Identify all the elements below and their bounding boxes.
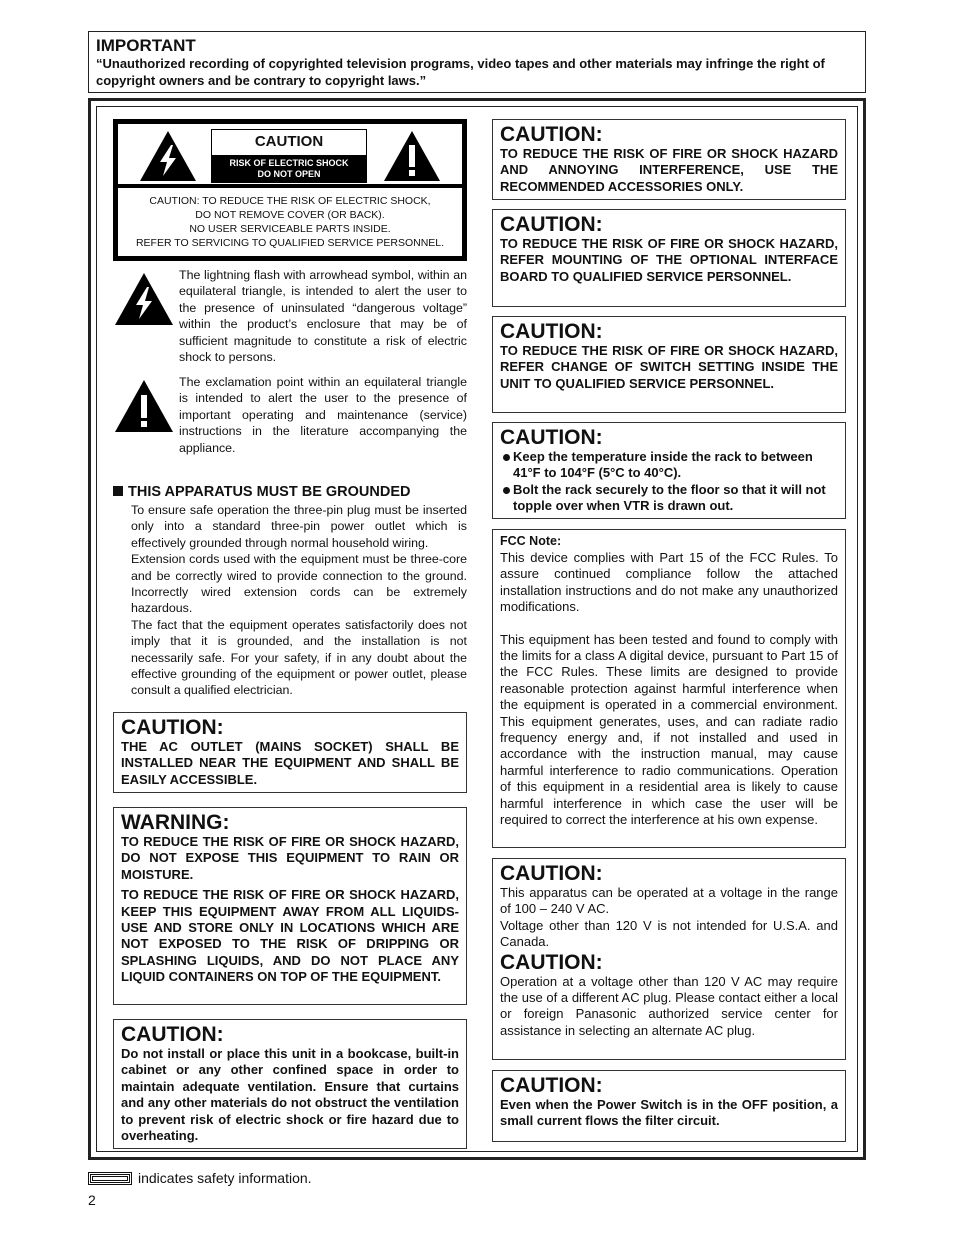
accessories-caution-text: TO REDUCE THE RISK OF FIRE OR SHOCK HAZARD AND ANNOYING INTERFERENCE, USE THE RECOMMENDED ACCESSORIES ONLY. xyxy=(500,146,838,194)
lightning-triangle-icon xyxy=(138,129,198,183)
label-top xyxy=(118,124,462,188)
warning-box xyxy=(113,807,467,1005)
label-risk-line2: DO NOT OPEN xyxy=(257,169,321,179)
board-caution-text: TO REDUCE THE RISK OF FIRE OR SHOCK HAZARD, REFER MOUNTING OF THE OPTIONAL INTERFACE BOARD TO QUALIFIED SERVICE PERSONNEL. xyxy=(500,236,838,284)
ventilation-caution-title: CAUTION: xyxy=(121,1023,224,1046)
rack-caution-box xyxy=(492,422,846,519)
warning-title: WARNING: xyxy=(121,811,230,834)
label-line3: NO USER SERVICEABLE PARTS INSIDE. xyxy=(189,223,391,235)
fcc-paragraph-2: This equipment has been tested and found to comply with the limits for a class A digital device, pursuant to Part 15 of the FCC Rules. These limits are designed to provide reasonable protection against harmful interference when the equipment is operated in a commercial environment. This equipment generates, uses, and can radiate radio frequency energy and, if not installed and used in accordance with the instruction manual, may cause harmful interference to radio communications. Operation of this equipment in a residential area is likely to cause harmful interference in which case the user will be required to correct the interference at his own expense. xyxy=(500,631,838,828)
outlet-caution-title: CAUTION: xyxy=(121,716,224,739)
power-caution-box xyxy=(492,1070,846,1142)
outlet-caution-text: THE AC OUTLET (MAINS SOCKET) SHALL BE INSTALLED NEAR THE EQUIPMENT AND SHALL BE EASILY ACCESSIBLE. xyxy=(121,739,459,787)
safety-legend xyxy=(88,1170,312,1186)
fcc-note-box xyxy=(492,529,846,848)
lightning-text: The lightning flash with arrowhead symbol, within an equilateral triangle, is intended to alert the user to the presence of uninsulated “dangerous voltage” within the product’s enclosure that may be of sufficient magnitude to constitute a risk of electric shock to persons. xyxy=(179,268,467,365)
fcc-paragraph-1: This device complies with Part 15 of the FCC Rules. To assure continued compliance follow the attached installation instructions and do not make any unauthorized modifications. xyxy=(500,550,838,615)
label-line1: CAUTION: TO REDUCE THE RISK OF ELECTRIC SHOCK, xyxy=(149,195,431,207)
board-caution-box xyxy=(492,209,846,307)
switch-caution-text: TO REDUCE THE RISK OF FIRE OR SHOCK HAZARD, REFER CHANGE OF SWITCH SETTING INSIDE THE UNIT TO QUALIFIED SERVICE PERSONNEL. xyxy=(500,343,838,391)
accessories-caution-title: CAUTION: xyxy=(500,123,603,146)
rack-caution-list xyxy=(500,449,838,515)
bullet-dot-icon xyxy=(503,487,510,494)
safety-frame-inner xyxy=(96,106,858,1152)
voltage-caution-text-1b: Voltage other than 120 V is not intended for U.S.A. and Canada. xyxy=(500,917,838,950)
power-caution-text: Even when the Power Switch is in the OFF position, a small current flows the filter circuit. xyxy=(500,1097,838,1129)
ventilation-caution-text: Do not install or place this unit in a bookcase, built-in cabinet or any other confined space in order to maintain adequate ventilation. Ensure that curtains and any other materials do not obstruct the ventilation to prevent risk of electric shock or fire hazard due to overheating. xyxy=(121,1046,459,1144)
voltage-caution-title-2: CAUTION: xyxy=(500,950,603,974)
voltage-caution-box xyxy=(492,858,846,1060)
grounded-p3: The fact that the equipment operates satisfactorily does not imply that it is grounded, and the installation is not necessarily safe. For your safety, if in any doubt about the effective grounding of the equipment or power outlet, please consult a qualified electrician. xyxy=(131,617,467,698)
page-number: 2 xyxy=(88,1192,96,1208)
label-risk-text xyxy=(212,155,366,182)
fcc-title: FCC Note: xyxy=(500,534,562,548)
switch-caution-title: CAUTION: xyxy=(500,320,603,343)
safety-frame xyxy=(88,98,866,1160)
label-risk-line1: RISK OF ELECTRIC SHOCK xyxy=(229,158,349,168)
voltage-caution-text-1a: This apparatus can be operated at a voltage in the range of 100 – 240 V AC. xyxy=(500,885,838,917)
shock-warning-label xyxy=(113,119,467,261)
double-box-icon xyxy=(88,1172,132,1185)
switch-caution-box xyxy=(492,316,846,413)
exclamation-triangle-icon xyxy=(113,378,175,434)
grounded-heading xyxy=(113,484,411,500)
ventilation-caution-box xyxy=(113,1019,467,1149)
label-caution-text: CAUTION xyxy=(254,133,324,150)
board-caution-title: CAUTION: xyxy=(500,213,603,236)
grounded-p2: Extension cords used with the equipment must be three-core and be correctly wired to provide connection to the ground. Incorrectly wired extension cords can be extremely hazardous. xyxy=(131,552,467,616)
exclamation-text: The exclamation point within an equilateral triangle is intended to alert the user to the presence of important operating and maintenance (service) instructions in the literature accompanying the appliance. xyxy=(179,375,467,455)
rack-bullet-2: Bolt the rack securely to the floor so that it will not topple over when VTR is drawn out. xyxy=(513,481,826,514)
outlet-caution-box xyxy=(113,712,467,793)
rack-bullet-1: Keep the temperature inside the rack to between 41°F to 104°F (5°C to 40°C). xyxy=(513,449,813,481)
label-line4: REFER TO SERVICING TO QUALIFIED SERVICE PERSONNEL. xyxy=(135,237,445,249)
power-caution-title: CAUTION: xyxy=(500,1074,603,1097)
label-caution-panel xyxy=(211,129,367,183)
accessories-caution-box xyxy=(492,119,846,200)
bullet-dot-icon xyxy=(503,454,510,461)
list-item xyxy=(500,482,838,515)
rack-caution-title: CAUTION: xyxy=(500,426,603,449)
warning-text-1: TO REDUCE THE RISK OF FIRE OR SHOCK HAZARD, DO NOT EXPOSE THIS EQUIPMENT TO RAIN OR MOISTURE. xyxy=(121,834,459,882)
grounded-body xyxy=(131,502,467,699)
voltage-caution-title-1: CAUTION: xyxy=(500,862,603,885)
exclamation-triangle-icon xyxy=(382,129,442,183)
label-caution-lines xyxy=(118,194,462,250)
voltage-caution-text-2: Operation at a voltage other than 120 V AC may require the use of a different AC plug. Please contact either a local or foreign Panasonic authorized service center for assistance in selecting an alternate AC plug. xyxy=(500,973,838,1038)
safety-legend-text: indicates safety information. xyxy=(138,1170,312,1186)
lightning-triangle-icon xyxy=(113,271,175,327)
important-text: “Unauthorized recording of copyrighted television programs, video tapes and other materials may infringe the right of copyright owners and be contrary to copyright laws.” xyxy=(96,56,825,88)
list-item xyxy=(500,449,838,482)
warning-text-2: TO REDUCE THE RISK OF FIRE OR SHOCK HAZARD, KEEP THIS EQUIPMENT AWAY FROM ALL LIQUIDS-USE AND STORE ONLY IN LOCATIONS WHICH ARE NOT EXPOSED TO THE RISK OF DRIPPING OR SPLASHING LIQUIDS, AND DO NOT PLACE ANY LIQUID CONTAINERS ON TOP OF THE EQUIPMENT. xyxy=(121,887,459,985)
important-notice xyxy=(88,31,866,93)
label-line2: DO NOT REMOVE COVER (OR BACK). xyxy=(195,209,385,221)
grounded-title: THIS APPARATUS MUST BE GROUNDED xyxy=(128,484,411,500)
important-title: IMPORTANT xyxy=(96,36,196,55)
square-bullet-icon xyxy=(113,486,123,496)
grounded-p1: To ensure safe operation the three-pin plug must be inserted only into a standard three-pin power outlet which is effectively grounded through normal household wiring. xyxy=(131,503,467,550)
